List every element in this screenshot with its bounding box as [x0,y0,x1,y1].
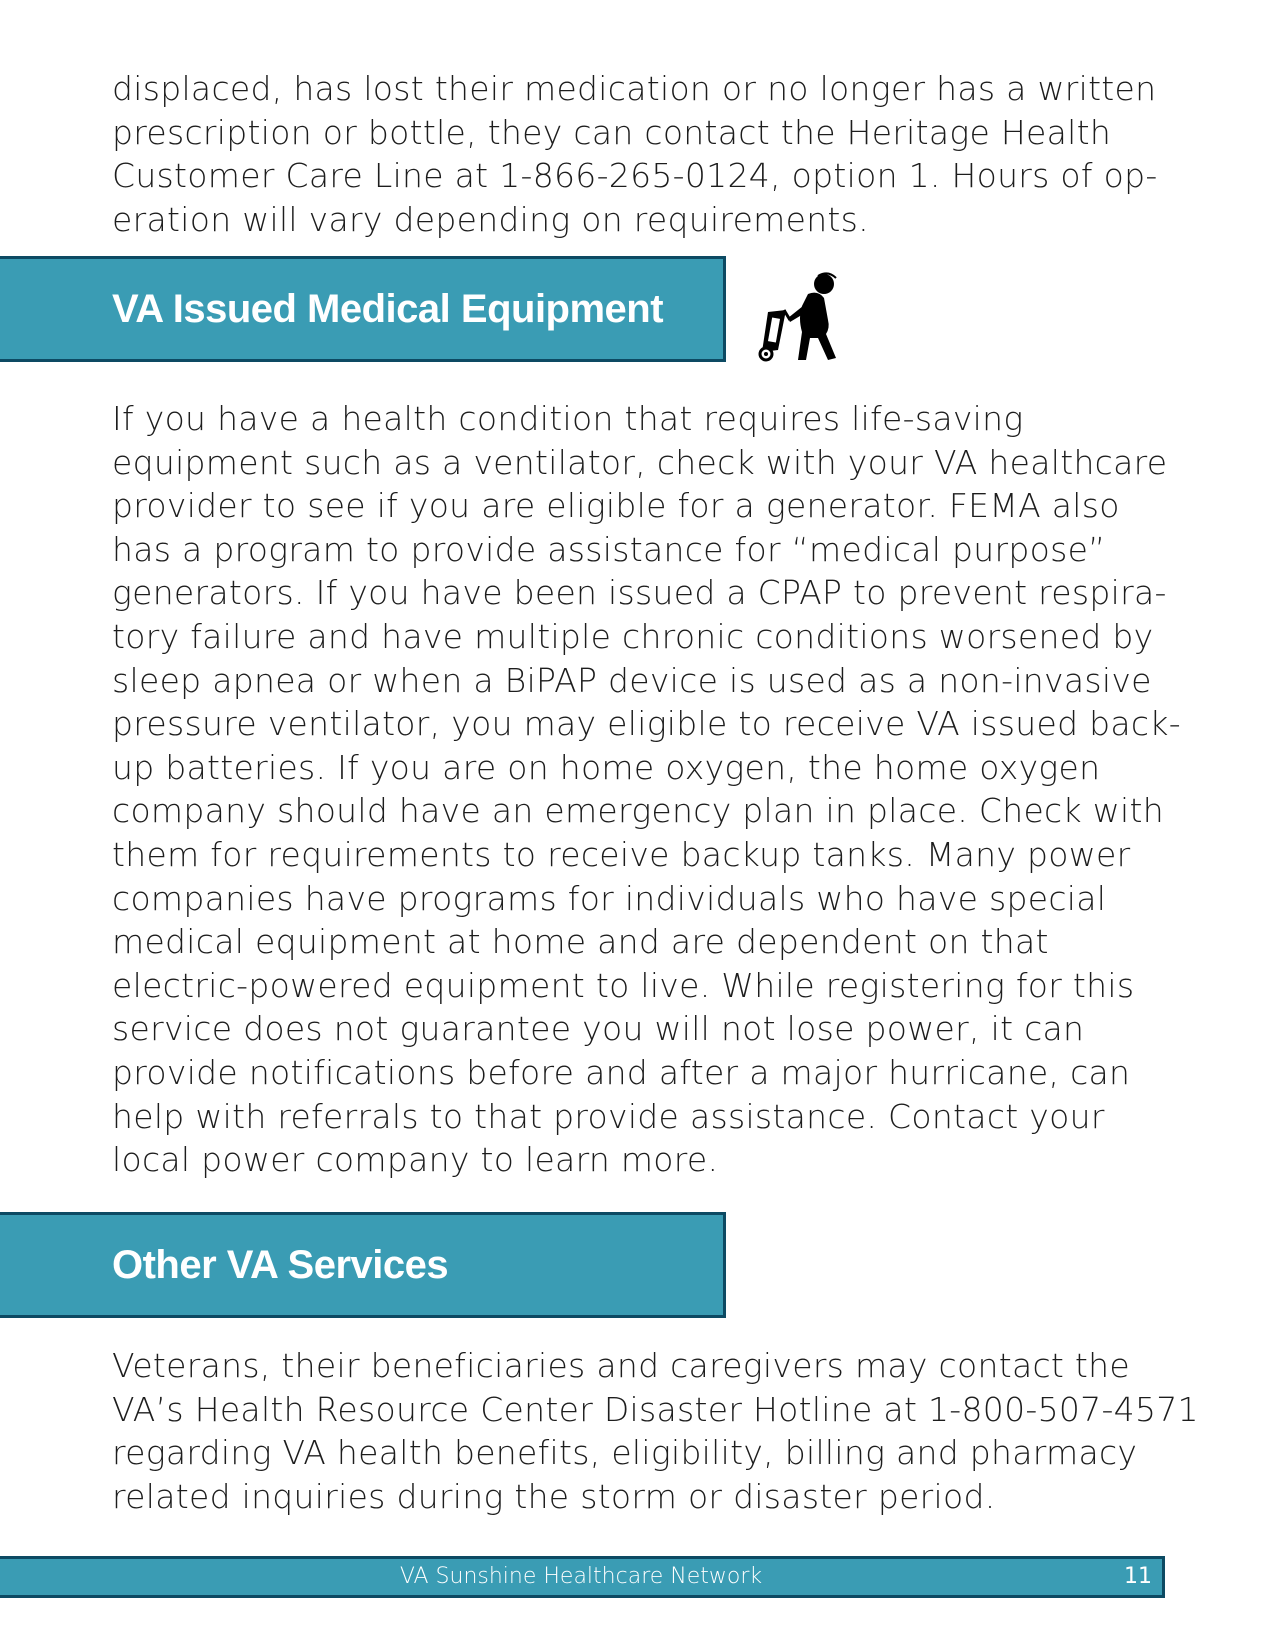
text-line: related inquiries during the storm or disaster period. [112,1476,996,1516]
text-line: Veterans, their beneficiaries and caregivers may contact the [112,1346,1130,1385]
text-line: medical equipment at home and are dependent on that [112,922,1049,962]
text-line: eration will vary depending on requirements. [112,199,869,239]
text-line: companies have programs for individuals who have special [112,878,1107,918]
text-line: them for requirements to receive backup tanks. Many power [112,834,1131,874]
intro-paragraph [112,67,1172,241]
text-line: local power company to learn more. [112,1140,719,1180]
text-line: generators. If you have been issued a CPAP to prevent respira- [112,573,1167,613]
text-line: tory failure and have multiple chronic conditions worsened by [112,616,1154,656]
text-line: help with referrals to that provide assistance. Contact your [112,1096,1105,1136]
text-line: provider to see if you are eligible for a generator. FEMA also [112,486,1120,526]
text-line: has a program to provide assistance for “medical purpose” [112,529,1106,569]
medical-equipment-paragraph [112,397,1181,1182]
text-line: equipment such as a ventilator, check with your VA healthcare [112,442,1168,482]
section-title-other-services: Other VA Services [112,1242,449,1287]
text-line: VA’s Health Resource Center Disaster Hotline at 1-800-507-4571 [112,1389,1199,1429]
page-number: 11 [1124,1564,1152,1589]
text-line: electric-powered equipment to live. While registering for this [112,965,1135,1005]
page-footer [0,1556,1165,1598]
section-heading-banner-medical-equipment [0,256,726,362]
text-line: up batteries. If you are on home oxygen, the home oxygen [112,747,1101,787]
text-line: service does not guarantee you will not lose power, it can [112,1009,1085,1049]
text-line: Customer Care Line at 1-866-265-0124, option 1. Hours of op- [112,156,1158,196]
section-title-medical-equipment: VA Issued Medical Equipment [112,286,664,331]
section-heading-banner-other-services [0,1212,726,1318]
text-line: company should have an emergency plan in place. Check with [112,791,1164,831]
other-services-paragraph [112,1344,1199,1518]
text-line: regarding VA health benefits, eligibility, billing and pharmacy [112,1433,1138,1473]
text-line: pressure ventilator, you may eligible to receive VA issued back- [112,704,1181,744]
person-with-oxygen-cart-icon [748,268,844,364]
text-line: displaced, has lost their medication or no longer has a written [112,69,1157,108]
text-line: If you have a health condition that requires life-saving [112,399,1024,438]
text-line: prescription or bottle, they can contact the Heritage Health [112,112,1112,152]
footer-network-name: VA Sunshine Healthcare Network [399,1564,763,1589]
text-line: provide notifications before and after a major hurricane, can [112,1052,1131,1092]
text-line: sleep apnea or when a BiPAP device is used as a non-invasive [112,660,1152,700]
